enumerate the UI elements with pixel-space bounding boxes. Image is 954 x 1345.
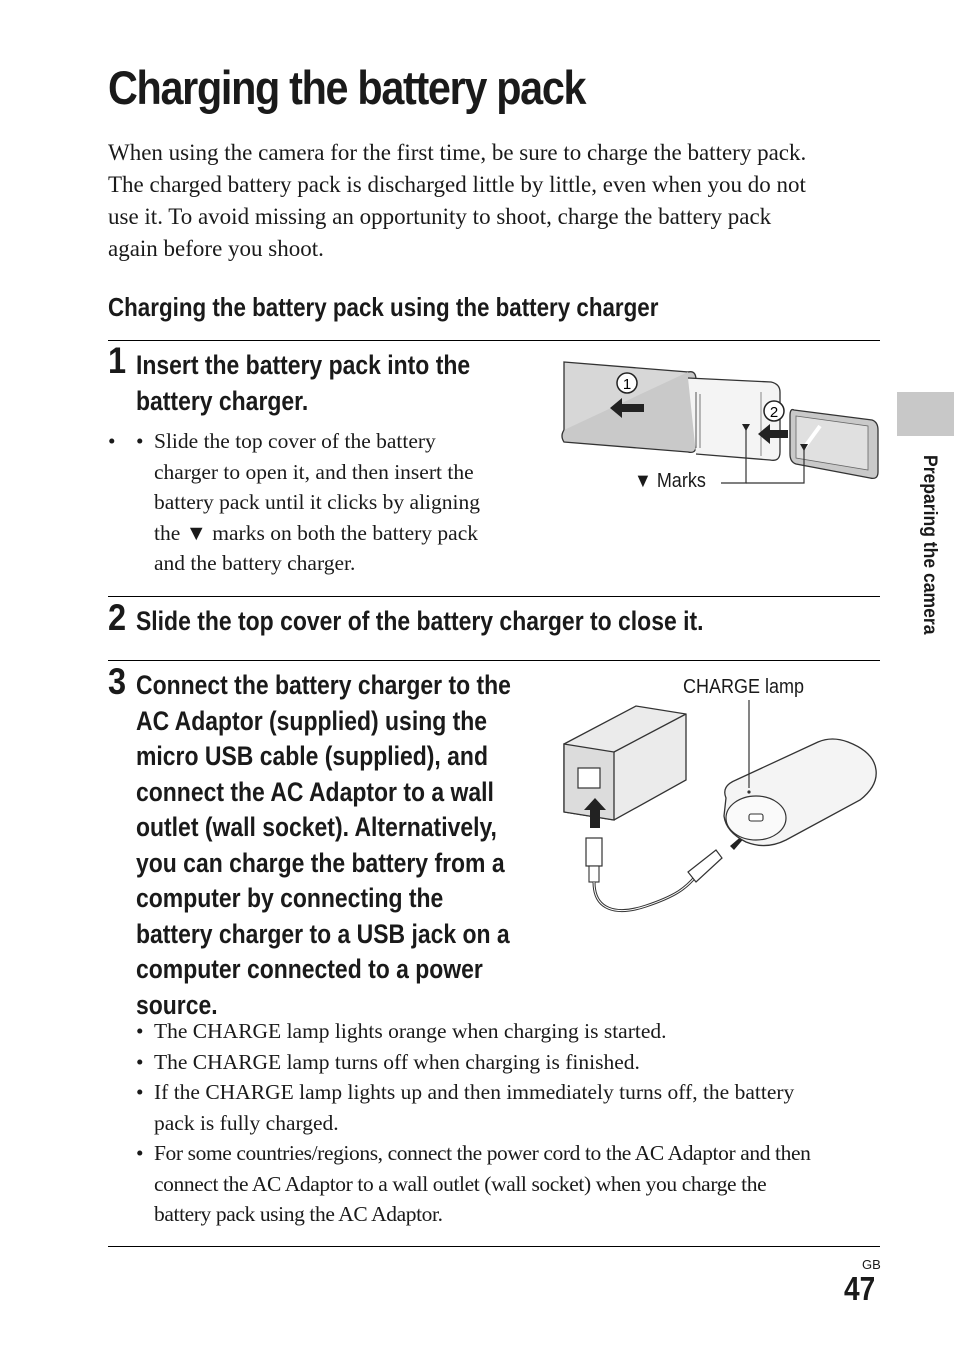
step-title-line: source. — [136, 989, 218, 1020]
bullet-dot: • — [136, 429, 144, 453]
usb-cable — [594, 876, 696, 911]
list-item — [108, 1016, 898, 1047]
charger-slot — [688, 378, 780, 460]
divider — [108, 340, 880, 341]
step-1-bullet — [108, 426, 480, 579]
divider — [108, 596, 880, 597]
region-code: GB — [862, 1257, 881, 1272]
usb-connection-figure — [556, 700, 886, 925]
bullet-line: pack is fully charged. — [154, 1110, 339, 1135]
step-title-line: computer by connecting the — [136, 883, 444, 913]
bullet-line: the ▼ marks on both the battery pack — [154, 520, 478, 545]
intro-line: The charged battery pack is discharged little by little, even when you do not — [108, 172, 806, 197]
step-title-line: outlet (wall socket). Alternatively, — [136, 812, 497, 842]
bullet-dot: • — [136, 1049, 144, 1074]
bullet-line: If the CHARGE lamp lights up and then immediately turns off, the battery — [154, 1080, 795, 1104]
bullet-line: The CHARGE lamp turns off when charging is finished. — [154, 1049, 640, 1074]
step-title-line: micro USB cable (supplied), and — [136, 741, 488, 771]
page-title: Charging the battery pack — [108, 61, 586, 114]
bullet-dot: • — [136, 1080, 144, 1104]
step-title-line: you can charge the battery from a — [136, 847, 505, 878]
usb-port-icon — [578, 768, 600, 788]
page-number: 47 — [844, 1270, 876, 1307]
step-title-line: Insert the battery pack into the — [136, 350, 471, 380]
step-3-bullets — [108, 1016, 898, 1230]
intro-line: When using the camera for the first time, be sure to charge the battery pack. — [108, 140, 807, 165]
step-number: 1 — [108, 340, 127, 381]
bullet-line: Slide the top cover of the battery — [154, 429, 436, 453]
step-title-line: connect the AC Adaptor to a wall — [136, 776, 494, 807]
callout-2-number: 2 — [769, 404, 779, 421]
bullet-line: For some countries/regions, connect the power cord to the AC Adaptor and then — [154, 1141, 811, 1165]
step-title-line: Connect the battery charger to the — [136, 670, 511, 700]
section-subheading: Charging the battery pack using the battery charger — [108, 292, 659, 322]
step-title-line: computer connected to a power — [136, 954, 483, 984]
intro-line: again before you shoot. — [108, 236, 324, 261]
divider — [108, 1246, 880, 1247]
list-item — [108, 1077, 898, 1138]
list-item — [108, 1047, 898, 1078]
callout-1-number: 1 — [622, 376, 632, 393]
bullet-dot: • — [136, 1141, 144, 1165]
step-number: 3 — [108, 661, 127, 702]
section-label: Preparing the camera — [919, 455, 941, 635]
step-title-line: battery charger. — [136, 385, 309, 416]
divider — [108, 660, 880, 661]
bullet-dot: • — [136, 1019, 144, 1043]
step-title — [136, 604, 704, 640]
bullet-line: battery pack using the AC Adaptor. — [154, 1202, 443, 1226]
bullet-line: charger to open it, and then insert the — [154, 459, 474, 484]
section-tab — [897, 392, 954, 436]
step-title — [136, 668, 511, 1023]
bullet-line: battery pack until it clicks by aligning — [154, 490, 481, 514]
bullet-line: connect the AC Adaptor to a wall outlet (wall socket) when you charge the — [154, 1171, 767, 1196]
marks-label: ▼ Marks — [634, 470, 706, 492]
usb-a-plug — [586, 838, 602, 866]
micro-usb-port-icon — [749, 814, 763, 821]
step-number: 2 — [108, 597, 127, 638]
list-item — [108, 1138, 898, 1230]
charge-lamp-label: CHARGE lamp — [683, 676, 805, 698]
step-title-line: battery charger to a USB jack on a — [136, 918, 510, 949]
intro-paragraph — [108, 137, 898, 265]
bullet-line: and the battery charger. — [154, 551, 356, 575]
step-title-line: AC Adaptor (supplied) using the — [136, 705, 488, 736]
usb-a-plug-neck — [589, 866, 599, 882]
bullet-line: The CHARGE lamp lights orange when charging is started. — [154, 1019, 667, 1043]
step-title — [136, 348, 470, 419]
battery-insertion-figure — [556, 352, 886, 502]
micro-usb-plug — [688, 850, 722, 882]
intro-line: use it. To avoid missing an opportunity to shoot, charge the battery pack — [108, 204, 772, 229]
charge-lamp-icon — [747, 790, 750, 793]
page-title-block — [108, 60, 650, 115]
step-title-line: Slide the top cover of the battery charger to close it. — [136, 606, 704, 636]
